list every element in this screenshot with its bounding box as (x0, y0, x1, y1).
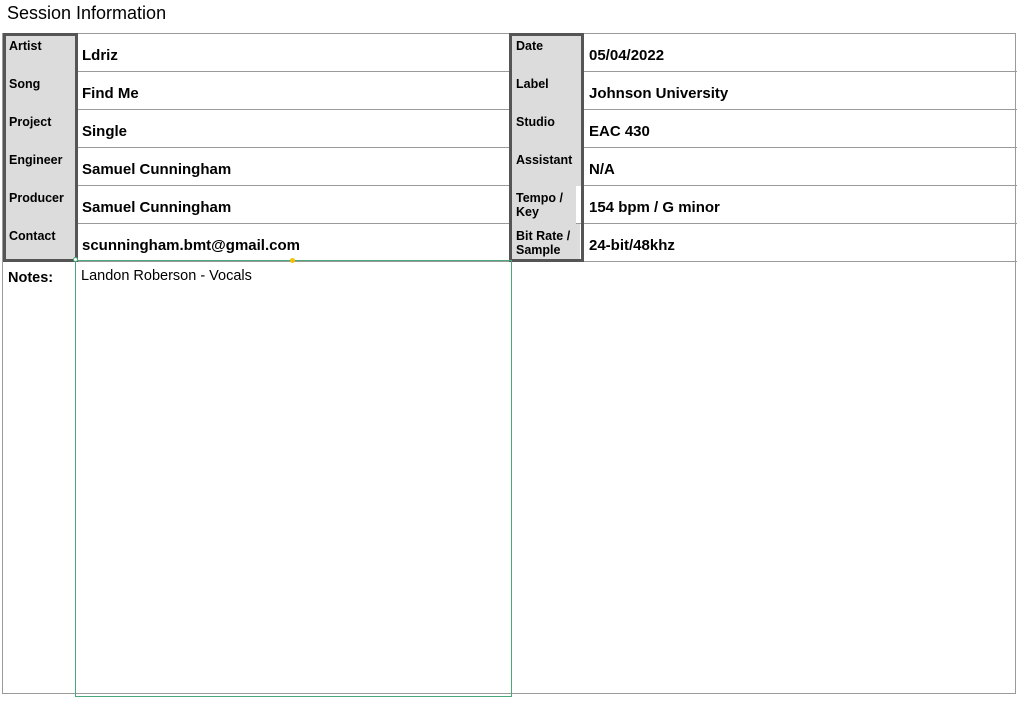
studio-label: Studio (510, 110, 583, 148)
notes-label: Notes: (8, 270, 54, 286)
bit-rate-label: Bit Rate / Sample (510, 224, 580, 262)
project-label: Project (3, 110, 76, 148)
date-label: Date (510, 34, 583, 72)
date-value[interactable]: 05/04/2022 (589, 47, 665, 64)
rotate-handle[interactable] (290, 258, 295, 263)
assistant-value[interactable]: N/A (589, 161, 615, 178)
label-label: Label (510, 72, 583, 110)
song-label: Song (3, 72, 76, 110)
contact-label: Contact (3, 224, 76, 262)
resize-handle[interactable] (73, 257, 78, 262)
table-row (3, 34, 1017, 72)
table-row (3, 110, 1017, 148)
session-sheet (2, 33, 1016, 694)
engineer-label: Engineer (3, 148, 76, 186)
session-info-table (3, 34, 1017, 262)
page-title: Session Information (7, 3, 167, 23)
bit-rate-value[interactable]: 24-bit/48khz (589, 237, 675, 254)
producer-label: Producer (3, 186, 76, 224)
table-row (3, 186, 1017, 224)
artist-label: Artist (3, 34, 76, 72)
column-divider (509, 34, 510, 262)
artist-value[interactable]: Ldriz (82, 47, 118, 64)
table-row (3, 148, 1017, 186)
project-value[interactable]: Single (82, 123, 128, 140)
studio-value[interactable]: EAC 430 (589, 123, 650, 140)
engineer-value[interactable]: Samuel Cunningham (82, 161, 232, 178)
song-value[interactable]: Find Me (82, 85, 139, 102)
label-value[interactable]: Johnson University (589, 85, 729, 102)
tempo-key-value[interactable]: 154 bpm / G minor (589, 199, 720, 216)
contact-value[interactable]: scunningham.bmt@gmail.com (82, 237, 300, 254)
table-row (3, 72, 1017, 110)
tempo-key-label: Tempo / Key (510, 186, 576, 224)
table-row (3, 224, 1017, 262)
notes-text-box[interactable]: Landon Roberson - Vocals (75, 260, 512, 697)
assistant-label: Assistant (510, 148, 583, 186)
producer-value[interactable]: Samuel Cunningham (82, 199, 232, 216)
